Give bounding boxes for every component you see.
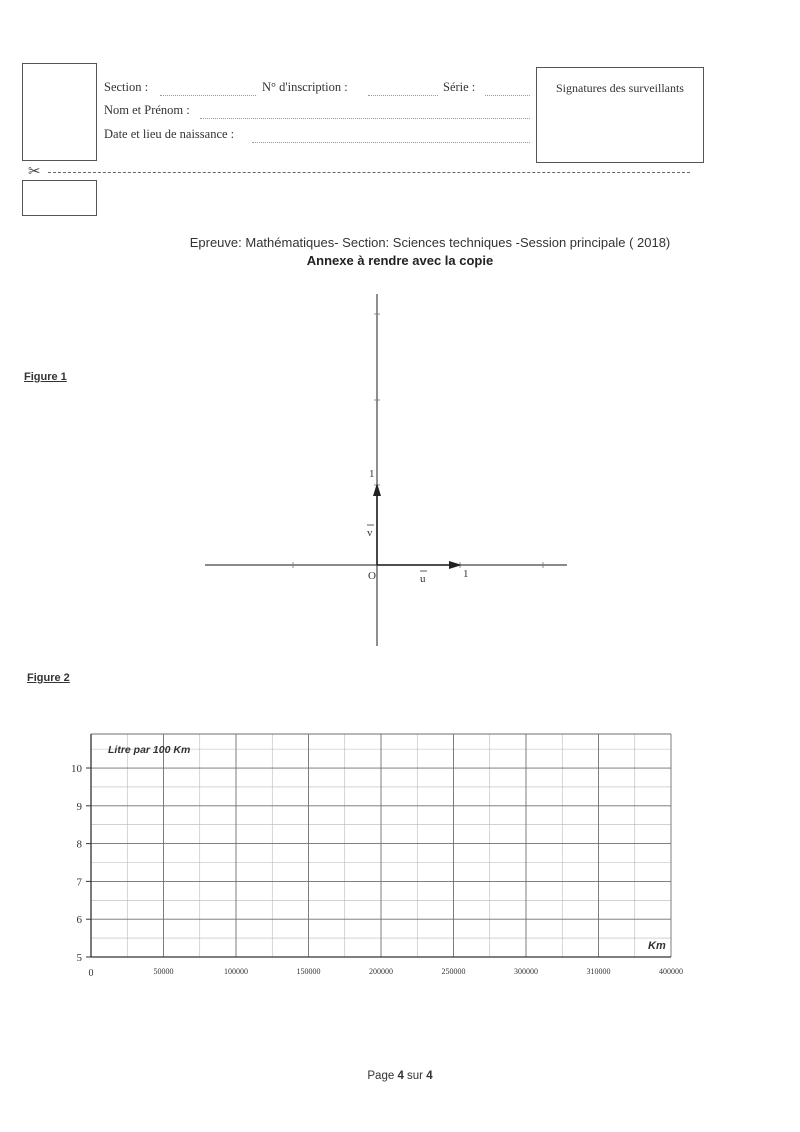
y-tick-label: 6	[76, 914, 82, 927]
figure-2-label: Figure 2	[27, 672, 70, 684]
cut-line	[48, 172, 690, 173]
section-label: Section :	[104, 80, 149, 94]
y-unit-label: 1	[369, 468, 375, 480]
y-axis-label: Litre par 100 Km	[108, 744, 191, 756]
x-tick-label: 200000	[369, 967, 393, 976]
page-mid: sur	[403, 1070, 427, 1082]
y-tick-label: 10	[71, 763, 82, 776]
y-tick-label: 9	[76, 800, 82, 813]
x-tick-labels	[89, 967, 684, 979]
origin-label: O	[368, 570, 376, 582]
exam-title: Epreuve: Mathématiques- Section: Sciences techniques -Session principale ( 2018)	[189, 235, 671, 250]
page-number: 4	[397, 1070, 404, 1082]
x-axis-label: Km	[648, 940, 666, 952]
page-total: 4	[426, 1070, 433, 1082]
inscription-field[interactable]	[368, 95, 438, 96]
x-tick-label: 400000	[659, 967, 683, 976]
section-field[interactable]	[160, 95, 256, 96]
figure-2-chart	[0, 720, 800, 990]
y-tick-labels	[71, 763, 91, 964]
figure-1-axes	[0, 280, 800, 660]
signatures-box	[536, 67, 704, 163]
page-prefix: Page	[367, 1070, 398, 1082]
photo-box	[22, 63, 97, 161]
signatures-label: Signatures des surveillants	[556, 81, 684, 95]
page-footer	[0, 1070, 800, 1082]
y-tick-label: 5	[76, 952, 82, 964]
x-tick-label: 310000	[586, 967, 611, 976]
serie-label: Série :	[443, 80, 476, 94]
major-grid	[91, 734, 671, 957]
inscription-label: N° d'inscription :	[262, 80, 348, 94]
annex-subtitle: Annexe à rendre avec la copie	[306, 253, 494, 268]
name-label: Nom et Prénom :	[104, 103, 190, 117]
birth-label: Date et lieu de naissance :	[104, 127, 235, 141]
name-field[interactable]	[200, 118, 530, 119]
x-unit-label: 1	[463, 568, 469, 580]
serie-field[interactable]	[485, 95, 530, 96]
y-tick-label: 8	[76, 838, 82, 851]
birth-field[interactable]	[252, 142, 530, 143]
scissors-icon: ✂	[28, 162, 41, 180]
x-tick-label: 100000	[224, 967, 248, 976]
x-tick-label: 0	[88, 968, 94, 979]
code-box	[22, 180, 97, 216]
x-tick-label: 50000	[153, 967, 174, 976]
x-tick-label: 150000	[296, 967, 321, 976]
u-label: u	[420, 573, 426, 585]
figure-1-label: Figure 1	[24, 371, 67, 383]
y-tick-label: 7	[76, 876, 82, 889]
x-tick-label: 250000	[441, 967, 466, 976]
x-tick-label: 300000	[514, 967, 538, 976]
v-label: v	[367, 527, 373, 539]
